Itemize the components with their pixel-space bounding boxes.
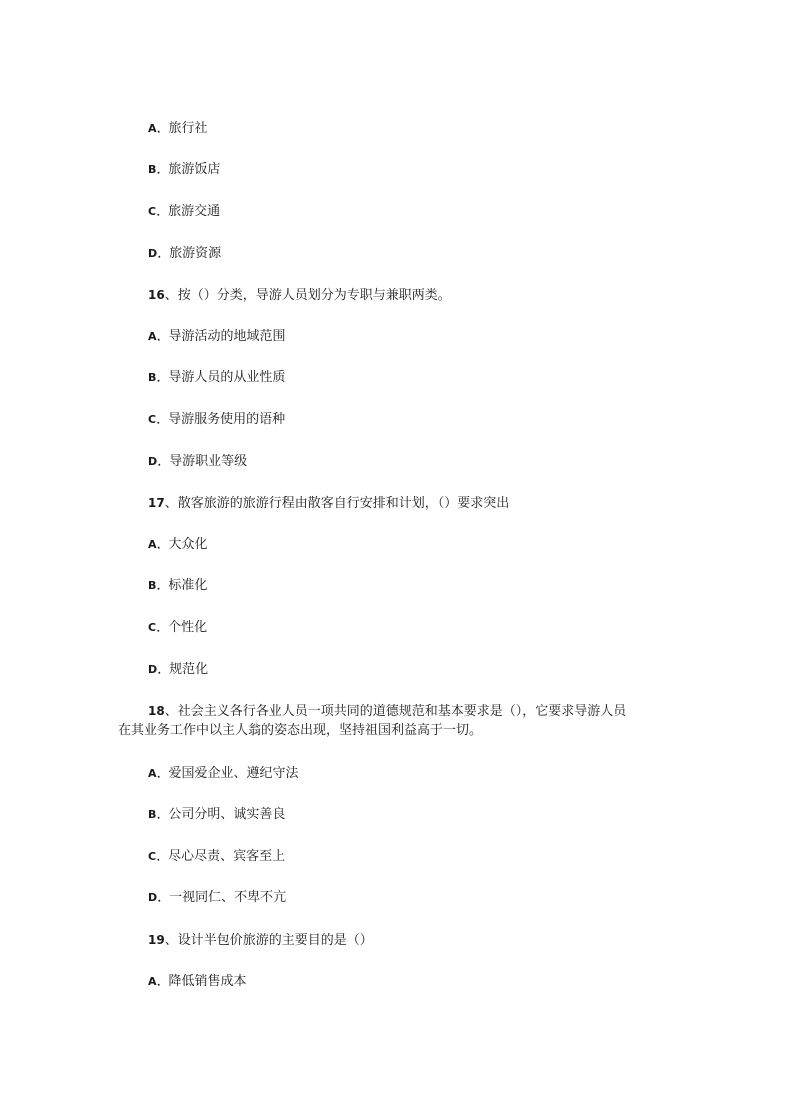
option-text: 爱国爱企业、遵纪守法 (168, 766, 299, 781)
option-label: C． (148, 621, 169, 634)
option-label: D． (148, 663, 170, 676)
question-text: 、按（）分类，导游人员划分为专职与兼职两类。 (164, 288, 451, 303)
question-text: 在其业务工作中以主人翁的姿态出现，坚持祖国利益高于一切。 (118, 723, 483, 738)
option-d-q16 (148, 453, 247, 471)
option-c-q17 (148, 619, 207, 637)
option-a-q19 (148, 973, 247, 991)
option-label: C． (148, 850, 169, 863)
option-label: D． (148, 891, 170, 904)
option-b-q18 (148, 806, 285, 824)
option-text: 旅游饭店 (168, 162, 221, 177)
option-text: 导游人员的从业性质 (168, 370, 286, 385)
question-number: 17 (148, 496, 165, 510)
question-text: 、散客旅游的旅游行程由散客自行安排和计划，（）要求突出 (164, 496, 510, 511)
option-b-q15 (148, 161, 220, 179)
question-number: 19 (148, 933, 165, 947)
option-c-q18 (148, 848, 285, 866)
option-label: C． (148, 205, 169, 218)
question-text: 、设计半包价旅游的主要目的是（） (164, 933, 373, 948)
question-17 (148, 494, 509, 513)
option-text: 旅游交通 (168, 204, 221, 219)
option-b-q17 (148, 577, 207, 595)
option-text: 导游职业等级 (169, 454, 248, 469)
option-c-q15 (148, 203, 220, 221)
option-text: 大众化 (168, 537, 208, 552)
option-text: 尽心尽责、宾客至上 (168, 849, 286, 864)
option-label: D． (148, 247, 170, 260)
option-text: 公司分明、诚实善良 (168, 807, 286, 822)
option-text: 导游活动的地域范围 (168, 329, 286, 344)
option-text: 旅游资源 (169, 246, 222, 261)
option-label: D． (148, 455, 170, 468)
option-label: A． (148, 330, 169, 343)
option-c-q16 (148, 411, 285, 429)
option-label: B． (148, 371, 169, 384)
option-label: A． (148, 767, 169, 780)
option-text: 个性化 (168, 620, 208, 635)
option-d-q17 (148, 661, 208, 679)
question-number: 18 (148, 704, 165, 718)
question-18-line-2 (118, 722, 482, 740)
option-a-q18 (148, 765, 299, 783)
option-a-q17 (148, 536, 208, 554)
option-label: B． (148, 163, 169, 176)
option-text: 降低销售成本 (168, 974, 247, 989)
option-a-q15 (148, 120, 208, 138)
option-d-q15 (148, 245, 221, 263)
option-label: A． (148, 122, 169, 135)
option-label: B． (148, 808, 169, 821)
option-label: B． (148, 579, 169, 592)
option-text: 导游服务使用的语种 (168, 412, 286, 427)
question-number: 16 (148, 288, 165, 302)
option-d-q18 (148, 889, 286, 907)
question-text: 、社会主义各行各业人员一项共同的道德规范和基本要求是（），它要求导游人员 (164, 704, 627, 719)
option-text: 标准化 (168, 578, 208, 593)
question-19 (148, 931, 373, 950)
option-b-q16 (148, 369, 285, 387)
option-text: 规范化 (169, 662, 209, 677)
question-16 (148, 286, 451, 305)
option-label: A． (148, 538, 169, 551)
option-text: 旅行社 (168, 121, 208, 136)
question-18-line-1 (148, 702, 626, 721)
option-label: C． (148, 413, 169, 426)
option-label: A． (148, 975, 169, 988)
option-a-q16 (148, 328, 286, 346)
option-text: 一视同仁、不卑不亢 (169, 890, 287, 905)
